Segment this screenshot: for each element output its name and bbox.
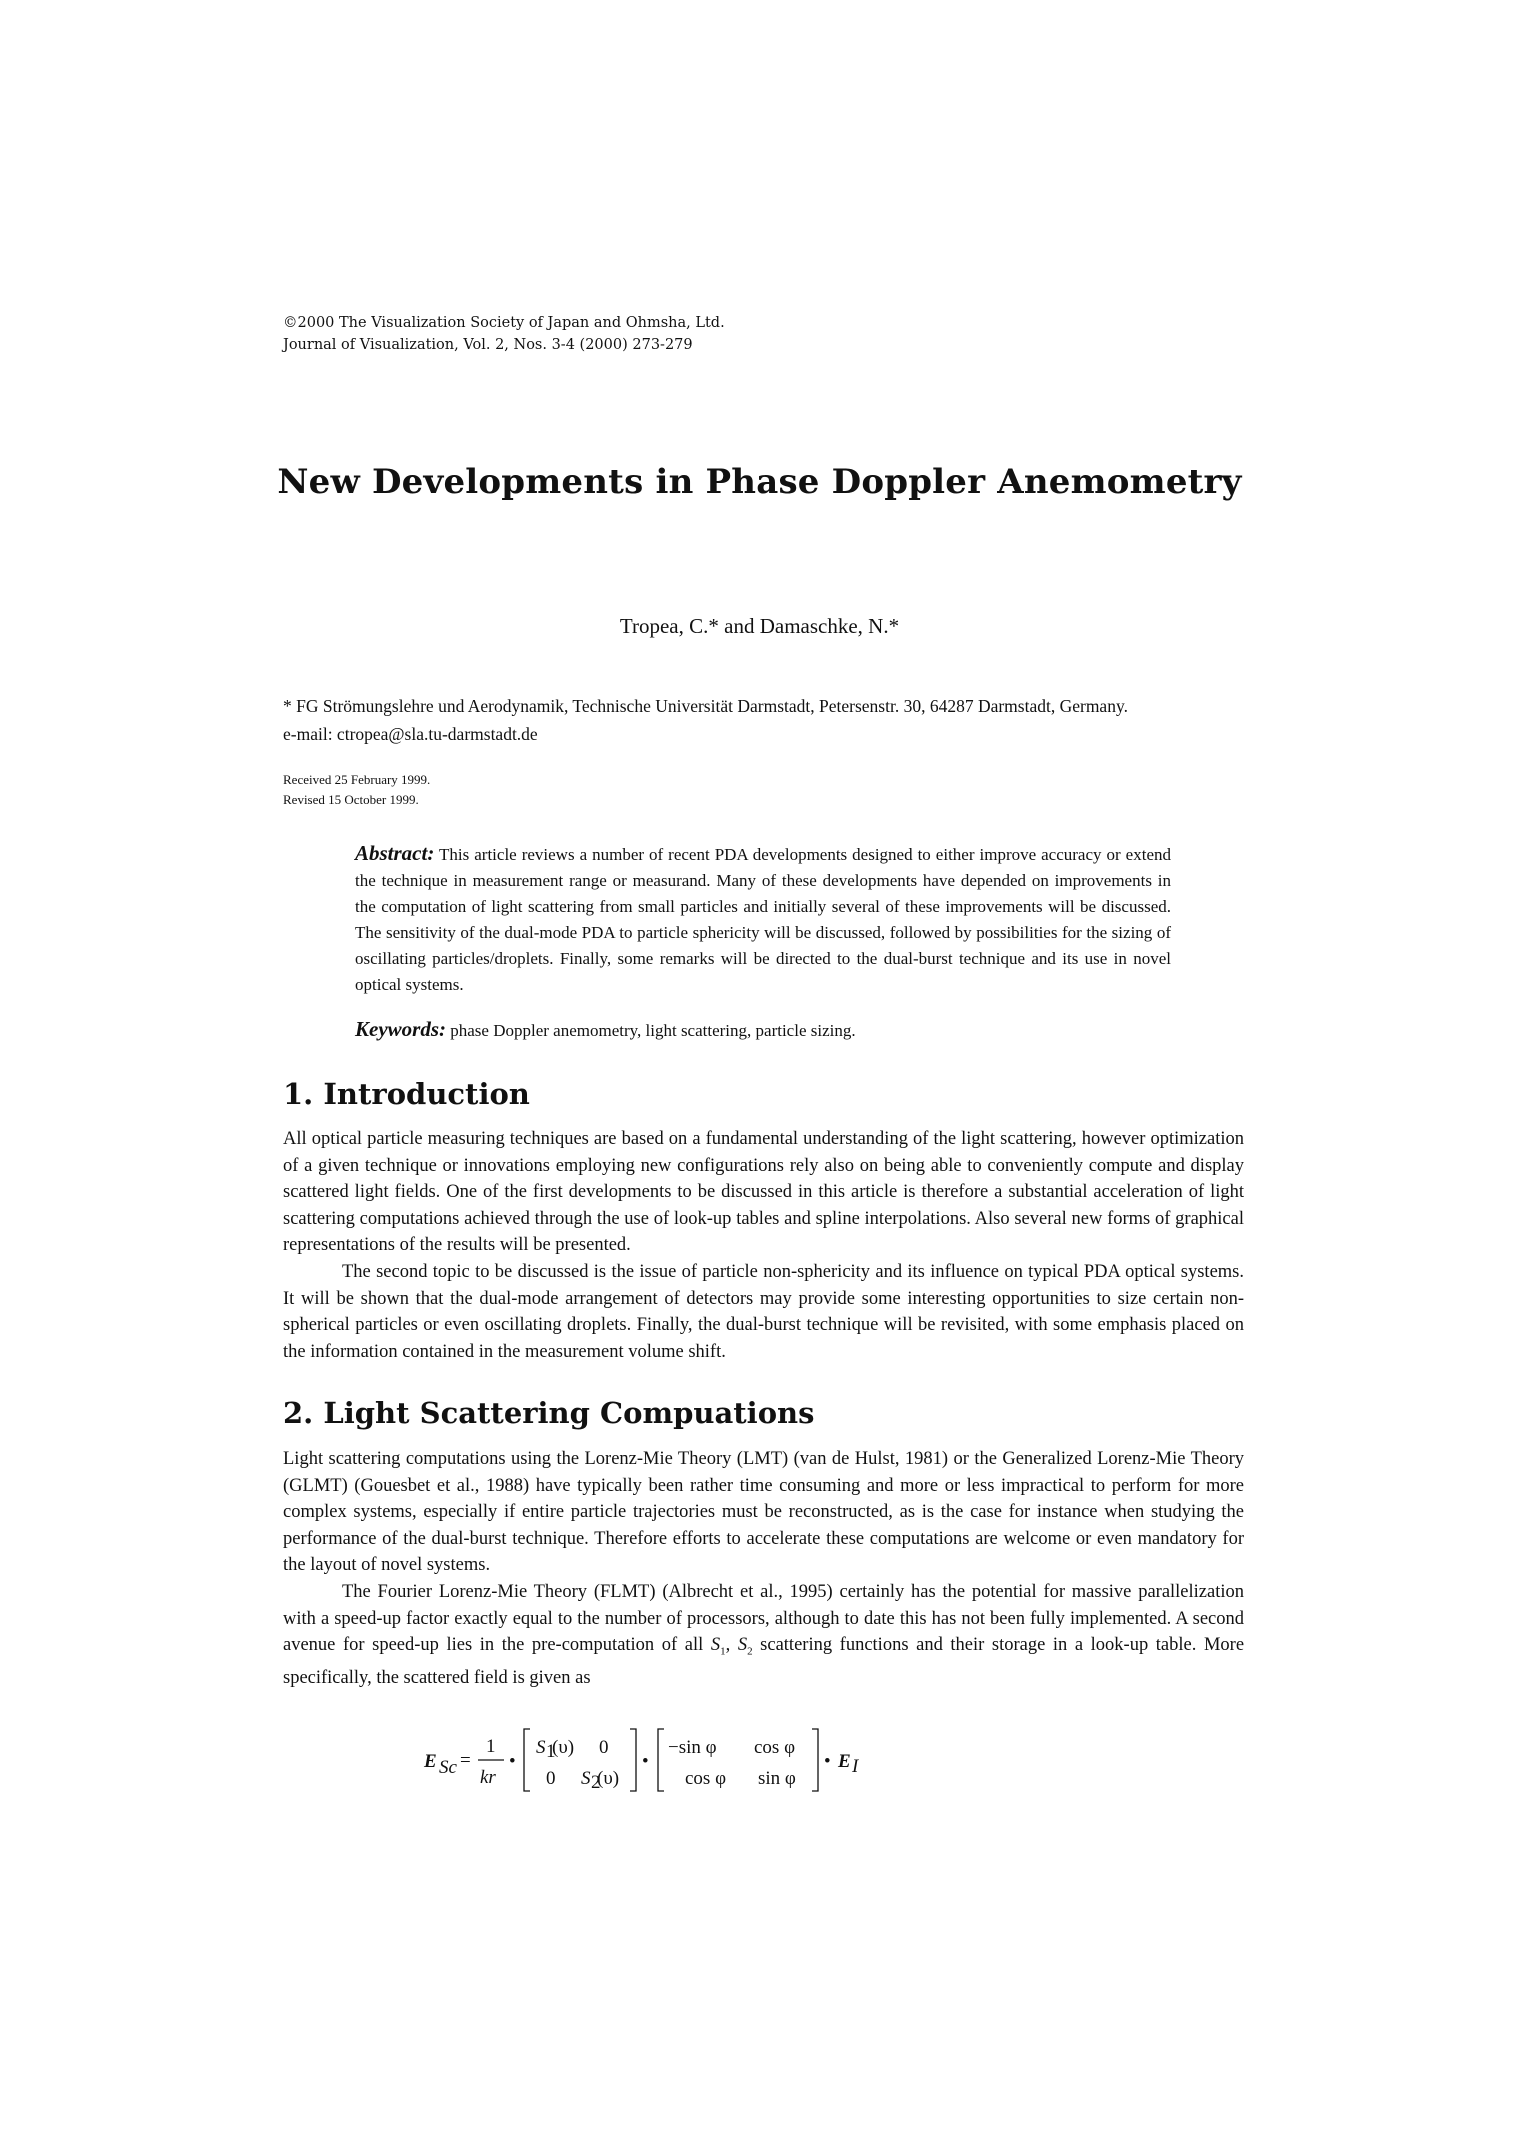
keywords-label: Keywords xyxy=(355,1017,439,1041)
matrix2-a22: sin φ xyxy=(758,1768,796,1789)
equation-lhs-subscript: Sc xyxy=(439,1757,457,1778)
equation-lhs: E xyxy=(424,1751,437,1772)
abstract xyxy=(355,840,1171,998)
matrix2-right-bracket xyxy=(812,1729,818,1791)
multiply-dot: • xyxy=(824,1751,831,1772)
journal-header xyxy=(283,312,725,356)
symbol-s1: S xyxy=(710,1635,721,1656)
paragraph: All optical particle measuring techniques are based on a fundamental understanding of the light scattering, however optimization of a given technique or innovations employing new configurations rely also on being able to conveniently compute and display scattered light fields. One of the first developments to be discussed in this article is therefore a substantial acceleration of light scattering computations achieved through the use of look-up tables and spline interpolations. Also several new forms of graphical representations of the results will be presented. xyxy=(283,1129,1244,1256)
equation-graphic xyxy=(424,1720,884,1800)
section-body-introduction xyxy=(283,1126,1244,1365)
abstract-label: Abstract xyxy=(355,841,428,865)
multiply-dot: • xyxy=(642,1751,649,1772)
equation-rhs-subscript: I xyxy=(852,1756,859,1777)
paragraph-text: The Fourier Lorenz-Mie Theory (FLMT) (Albrecht et al., 1995) certainly has the potential for massive parallelization with a speed-up factor exactly equal to the number of processors, although to date this has not been fully implemented. A second avenue for speed-up lies in the pre-computation of all xyxy=(283,1581,1244,1656)
revised-date: Revised 15 October 1999. xyxy=(283,792,419,807)
section-heading-introduction: 1. Introduction xyxy=(283,1077,530,1111)
matrix1-left-bracket xyxy=(524,1729,530,1791)
matrix1-right-bracket xyxy=(630,1729,636,1791)
submission-dates xyxy=(283,770,430,810)
paragraph: The second topic to be discussed is the issue of particle non-sphericity and its influence on typical PDA optical systems. It will be shown that the dual-mode arrangement of detectors may provide some interesting opportunities to size certain non-spherical particles or even oscillating droplets. Finally, the dual-burst technique will be revisited, with some emphasis placed on the information contained in the measurement volume shift. xyxy=(283,1261,1244,1362)
matrix2-left-bracket xyxy=(658,1729,664,1791)
matrix1-s1-arg: (υ) xyxy=(552,1737,575,1758)
equation-equals: = xyxy=(460,1750,471,1771)
copyright-line: ©2000 The Visualization Society of Japan and Ohmsha, Ltd. xyxy=(283,315,725,331)
paragraph-text-continued: scattering functions and their storage in a look-up table. More specifically, the scattered field is given as xyxy=(283,1635,1245,1689)
keywords-colon: : xyxy=(439,1017,446,1041)
matrix2-a12: cos φ xyxy=(754,1737,796,1758)
keywords xyxy=(355,1016,1255,1044)
authors: Tropea, C.* and Damaschke, N.* xyxy=(619,614,900,638)
multiply-dot: • xyxy=(509,1751,516,1772)
symbol-s2-subscript: 2 xyxy=(747,1645,753,1658)
paragraph xyxy=(283,1579,1244,1692)
matrix2-a11: −sin φ xyxy=(668,1737,717,1758)
matrix1-s1: S xyxy=(536,1737,546,1758)
symbol-s1-subscript: 1 xyxy=(720,1645,726,1658)
keywords-text: phase Doppler anemometry, light scattering, particle sizing. xyxy=(450,1021,856,1040)
matrix1-s2: S xyxy=(581,1768,591,1789)
abstract-text: This article reviews a number of recent PDA developments designed to either improve accuracy or extend the technique in measurement range or measurand. Many of these developments have depended on improvements in the computation of light scattering from small particles and initially several of these improvements will be discussed. The sensitivity of the dual-mode PDA to particle sphericity will be discussed, followed by possibilities for the sizing of oscillating particles/droplets. Finally, some remarks will be directed to the dual-burst technique and its use in novel optical systems. xyxy=(355,845,1171,994)
matrix1-zero-b: 0 xyxy=(546,1768,556,1789)
symbol-s2: S xyxy=(737,1635,748,1656)
section-body-light-scattering xyxy=(283,1446,1244,1692)
journal-citation: Journal of Visualization, Vol. 2, Nos. 3-4 (2000) 273-279 xyxy=(283,337,693,353)
affiliation-address: * FG Strömungslehre und Aerodynamik, Technische Universität Darmstadt, Petersenstr. 30, 64287 Darmstadt, Germany. xyxy=(283,696,1128,716)
matrix1-zero-a: 0 xyxy=(599,1737,609,1758)
fraction-denominator: kr xyxy=(480,1767,496,1788)
paragraph: Light scattering computations using the Lorenz-Mie Theory (LMT) (van de Hulst, 1981) or the Generalized Lorenz-Mie Theory (GLMT) (Gouesbet et al., 1988) have typically been rather time consuming and more or less impractical to perform for more complex systems, especially if entire particle trajectories must be reconstructed, as is the case for instance when studying the performance of the dual-burst technique. Therefore efforts to accelerate these computations are welcome or even mandatory for the layout of novel systems. xyxy=(283,1449,1244,1576)
matrix2-a21: cos φ xyxy=(685,1768,727,1789)
abstract-colon: : xyxy=(427,841,435,865)
paper-title: New Developments in Phase Doppler Anemometry xyxy=(277,462,1242,502)
section-heading-light-scattering: 2. Light Scattering Compuations xyxy=(283,1396,815,1430)
equation-rhs: E xyxy=(838,1751,851,1772)
scattered-field-equation xyxy=(424,1720,884,1800)
fraction-numerator: 1 xyxy=(486,1736,496,1757)
matrix1-s2-subscript: 2 xyxy=(591,1772,601,1793)
matrix1-s1-subscript: 1 xyxy=(546,1741,556,1762)
received-date: Received 25 February 1999. xyxy=(283,772,431,787)
affiliation-email: e-mail: ctropea@sla.tu-darmstadt.de xyxy=(283,724,538,744)
symbol-separator: , xyxy=(725,1635,738,1656)
affiliation xyxy=(283,692,1128,748)
matrix1-s2-arg: (υ) xyxy=(597,1768,620,1789)
